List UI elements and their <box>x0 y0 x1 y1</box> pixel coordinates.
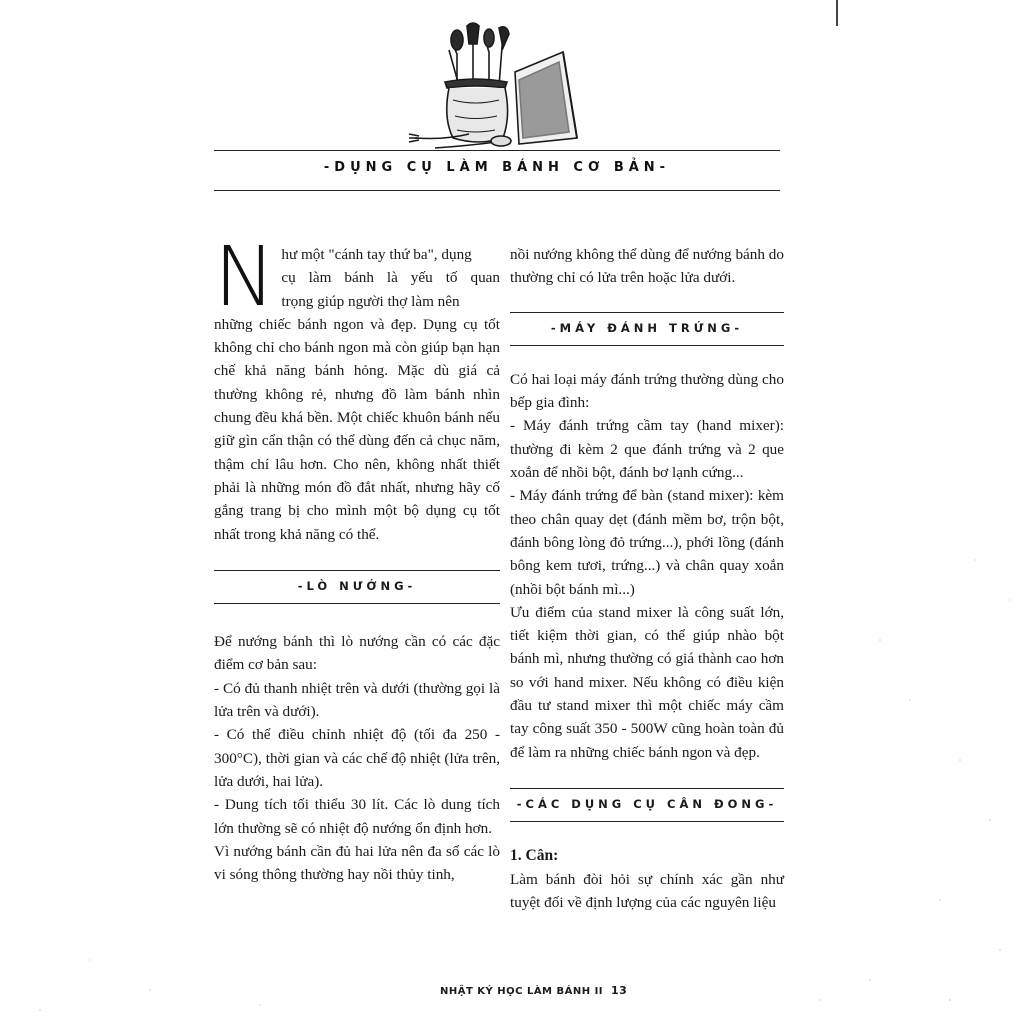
mixer-paragraph-2: - Máy đánh trứng cầm tay (hand mixer): thường đi kèm 2 que đánh trứng và 2 que xoắn để nhồi bột, đánh bơ lạnh cứng... <box>510 417 784 482</box>
section-title: -CÁC DỤNG CỤ CÂN ĐONG- <box>516 796 778 811</box>
intro-line-1: hư một "cánh tay thứ ba", dụng <box>281 246 472 263</box>
oven-paragraph-5: Vì nướng bánh cần đủ hai lửa nên đa số các lò vi sóng thông thường hay nồi thủy tinh, <box>214 842 500 884</box>
page-number: 13 <box>611 984 628 997</box>
running-book-title: NHẬT KÝ HỌC LÀM BÁNH II <box>440 986 604 997</box>
intro-rest: những chiếc bánh ngon và đẹp. Dụng cụ tốt không chỉ cho bánh ngon mà còn giúp bạn hạn chế khả năng bánh hỏng. Mặc dù giá cả thường không rẻ, nhưng đồ làm bánh nhìn chung đều khá bền. Một chiếc khuôn bánh nếu giữ gìn cẩn thận có thể dùng đến cả chục năm, thậm chí lâu hơn. Cho nên, không nhất thiết phải là những món đồ đắt nhất, nhưng hãy cố gắng trang bị cho mình một bộ dụng cụ tốt nhất trong khả năng có thể. <box>214 315 500 543</box>
section-heading-measuring <box>510 788 784 822</box>
header-rule-bottom <box>214 190 780 191</box>
mixer-paragraph-3: - Máy đánh trứng để bàn (stand mixer): kèm theo chân quay dẹt (đánh mềm bơ, trộn bột, đánh bông lòng đỏ trứng...), phới lồng (đánh bông kem tươi, trứng...) và chân quay xoắn (nhồi bột bánh mì...) <box>510 487 784 598</box>
section-heading-oven <box>214 570 500 604</box>
mixer-paragraph-1: Có hai loại máy đánh trứng thường dùng cho bếp gia đình: <box>510 370 784 412</box>
section-heading-mixer <box>510 312 784 346</box>
oven-paragraph-2: - Có đủ thanh nhiệt trên và dưới (thường gọi là lửa trên và dưới). <box>214 679 500 721</box>
oven-continued: nồi nướng không thể dùng để nướng bánh do thường chỉ có lửa trên hoặc lửa dưới. <box>510 246 784 287</box>
oven-paragraph-3: - Có thể điều chỉnh nhiệt độ (tối đa 250 - 300°C), thời gian và các chế độ nhiệt (lửa trên, lửa dưới, hai lửa). <box>214 726 500 790</box>
subsection-title-scale: 1. Cân: <box>510 847 559 865</box>
intro-paragraph <box>214 230 500 546</box>
oven-paragraph-4: - Dung tích tối thiểu 30 lít. Các lò dung tích lớn thường sẽ có nhiệt độ nướng ổn định hơn. <box>214 796 500 837</box>
intro-line-3: trọng giúp người thợ làm nên <box>281 292 460 310</box>
header-rule-top <box>214 150 780 151</box>
left-column <box>214 230 500 886</box>
section-rule <box>214 603 500 604</box>
section-title: -MÁY ĐÁNH TRỨNG- <box>550 320 744 335</box>
oven-paragraph-1: Để nướng bánh thì lò nướng cần có các đặc điểm cơ bản sau: <box>214 633 500 674</box>
intro-line-2: cụ làm bánh là yếu tố quan <box>281 269 500 287</box>
page-footer <box>440 984 627 997</box>
drop-cap: N <box>214 230 274 325</box>
section-rule <box>510 345 784 346</box>
section-title: -LÒ NƯỚNG- <box>297 578 417 593</box>
mixer-paragraph-4: Ưu điểm của stand mixer là công suất lớn, tiết kiệm thời gian, có thể giúp nhào bột bánh mì, nhưng thường có giá thành cao hơn so với hand mixer. Nếu không có điều kiện đầu tư stand mixer thì một chiếc máy cầm tay công suất 350 - 500W cũng hoàn toàn đủ để làm ra những chiếc bánh ngon và đẹp. <box>510 603 784 761</box>
section-rule <box>510 821 784 822</box>
scale-paragraph-1: Làm bánh đòi hỏi sự chính xác gần như tuyệt đối về định lượng của các nguyên liệu <box>510 870 784 911</box>
margin-mark <box>836 0 838 26</box>
kitchen-utensils-illustration <box>405 20 605 150</box>
page-title: -DỤNG CỤ LÀM BÁNH CƠ BẢN- <box>323 160 671 175</box>
right-column <box>510 243 784 914</box>
